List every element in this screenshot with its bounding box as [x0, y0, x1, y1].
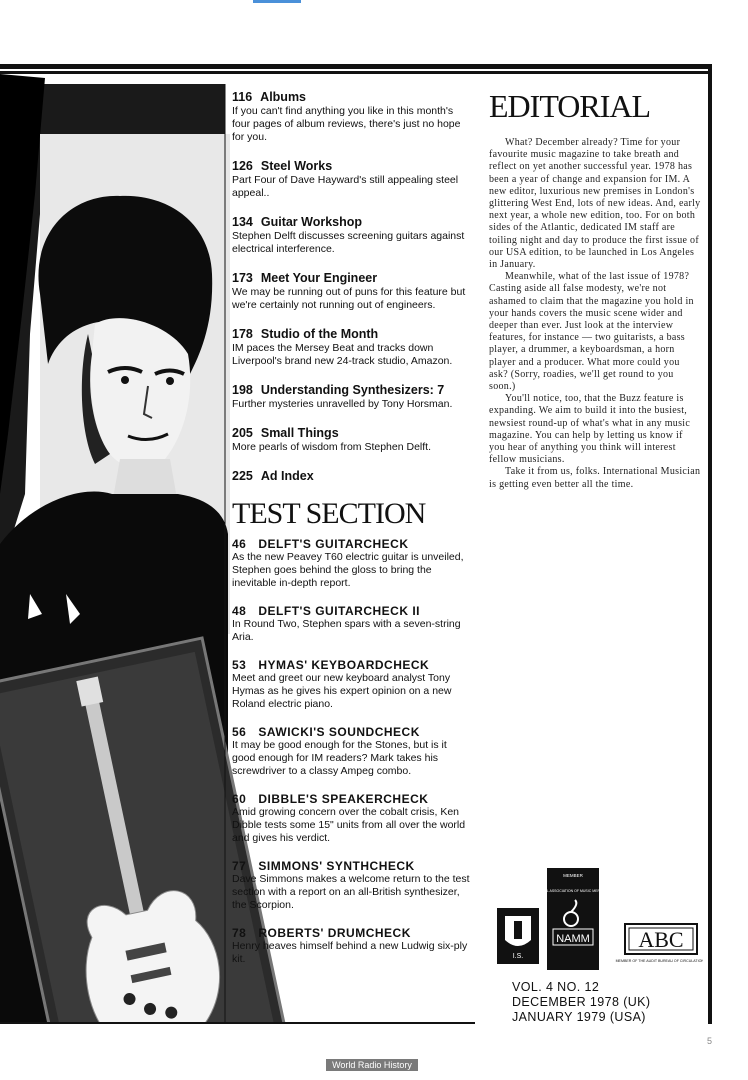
uk-issue-date: DECEMBER 1978 (UK)	[512, 995, 651, 1009]
volume-number: VOL. 4 NO. 12	[512, 980, 600, 994]
page-number-label: 48	[232, 604, 247, 618]
page-number-label: 77	[232, 859, 247, 873]
test-item[interactable]	[232, 658, 472, 711]
item-description: Henry heaves himself behind a new Ludwig six-ply kit.	[232, 940, 468, 965]
right-vertical-rule	[708, 64, 712, 1024]
page-number-label: 53	[232, 658, 247, 672]
test-item-title	[232, 725, 472, 739]
contents-item-title	[232, 469, 472, 484]
item-title-text: Meet Your Engineer	[260, 271, 378, 285]
page-number-label: 178	[232, 327, 253, 341]
page-number-label: 46	[232, 537, 247, 551]
logos-graphic	[485, 866, 703, 974]
page-number-label: 173	[232, 271, 253, 285]
item-title-text: Albums	[260, 90, 307, 104]
test-item[interactable]	[232, 792, 472, 845]
contents-item[interactable]	[232, 271, 472, 312]
contents-item-title	[232, 215, 472, 230]
item-description: As the new Peavey T60 electric guitar is unveiled, Stephen goes behind the gloss to bring the inevitable in-depth report.	[232, 551, 464, 589]
item-description: Meet and greet our new keyboard analyst Tony Hymas as he gives his expert opinion on a new Roland electric piano.	[232, 672, 452, 710]
contents-list	[232, 90, 472, 980]
footer-badge[interactable]: World Radio History	[326, 1059, 418, 1071]
top-rule-thick	[0, 64, 708, 69]
item-title-text: HYMAS' KEYBOARDCHECK	[258, 658, 430, 672]
namm-logo	[532, 868, 615, 970]
test-item[interactable]	[232, 725, 472, 778]
contents-item[interactable]	[232, 215, 472, 256]
item-title-text: Guitar Workshop	[260, 215, 363, 229]
contents-item[interactable]	[232, 90, 472, 144]
page-number-label: 134	[232, 215, 253, 229]
item-description: We may be running out of puns for this feature but we're certainly not running out of engineers.	[232, 286, 466, 311]
contents-item-title	[232, 327, 472, 342]
usa-issue-date: JANUARY 1979 (USA)	[512, 1010, 646, 1024]
namm-org-text: NATIONAL ASSOCIATION OF MUSIC MERCHANTS	[531, 889, 615, 893]
item-description: Further mysteries unravelled by Tony Horsman.	[232, 398, 453, 410]
contents-item-title	[232, 90, 472, 105]
item-description: More pearls of wisdom from Stephen Delft.	[232, 441, 431, 453]
page-number-label: 126	[232, 159, 253, 173]
test-item-title	[232, 658, 472, 672]
page-number-label: 198	[232, 383, 253, 397]
contents-item-title	[232, 383, 472, 398]
contents-item-title	[232, 159, 472, 174]
issue-info	[512, 980, 651, 1025]
test-item[interactable]	[232, 604, 472, 644]
editorial-column	[489, 88, 701, 491]
page-number-label: 205	[232, 426, 253, 440]
contents-item[interactable]	[232, 469, 472, 484]
namm-text: NAMM	[556, 933, 590, 945]
test-item[interactable]	[232, 926, 472, 966]
bottom-rule	[0, 1022, 475, 1024]
editorial-paragraph: You'll notice, too, that the Buzz feature is expanding. We aim to build it into the busiest, newsiest round-up of what's what in any music magazine. You can help by letting us know if you hear of anything you think will interest fellow musicians.	[489, 393, 691, 466]
abc-logo	[616, 924, 703, 963]
is-logo-text: I.S.	[512, 953, 524, 960]
page-number-label: 56	[232, 725, 247, 739]
test-item[interactable]	[232, 537, 472, 590]
item-title-text: DELFT'S GUITARCHECK	[258, 537, 409, 551]
page-number-label: 225	[232, 469, 253, 483]
item-title-text: Steel Works	[260, 159, 333, 173]
page-number-label: 78	[232, 926, 247, 940]
item-title-text: Studio of the Month	[260, 327, 379, 341]
test-item-title	[232, 792, 472, 806]
item-description: Dave Simmons makes a welcome return to the test section with a report on an all-British synthesizer, the Scorpion.	[232, 873, 470, 911]
item-title-text: DELFT'S GUITARCHECK II	[258, 604, 420, 618]
item-title-text: Ad Index	[260, 469, 314, 483]
editorial-paragraph: Meanwhile, what of the last issue of 1978? Casting aside all false modesty, we're not ashamed to claim that the magazine you hold in your hands covers the music scene wider and deeper than ever. Just look at the interview features, for instance — two guitarists, a bass player, a drummer, a keyboardsman, a horn player and a producer. What more could you ask? (Sorry, roadies, we'll get round to you soon.)	[489, 271, 694, 393]
abc-text: ABC	[638, 927, 684, 952]
item-title-text: SIMMONS' SYNTHCHECK	[258, 859, 415, 873]
contents-item-title	[232, 426, 472, 441]
item-description: It may be good enough for the Stones, but is it good enough for IM readers? Mark takes his screwdriver to a classy Ampeg combo.	[232, 739, 447, 777]
item-description: If you can't find anything you like in this month's four pages of album reviews, there's just no hope for you.	[232, 105, 461, 143]
contents-item[interactable]	[232, 426, 472, 454]
editorial-paragraph: Take it from us, folks. International Musician is getting even better all the time.	[489, 466, 701, 490]
item-title-text: DIBBLE'S SPEAKERCHECK	[258, 792, 429, 806]
is-logo	[497, 908, 539, 964]
membership-logos	[485, 866, 703, 974]
item-description: IM paces the Mersey Beat and tracks down Liverpool's brand new 24-track studio, Amazon.	[232, 342, 453, 367]
editorial-heading: EDITORIAL	[489, 88, 651, 124]
item-description: Amid growing concern over the cobalt crisis, Ken Dibble tests some 15" units from all over the world and gives his verdict.	[232, 806, 466, 844]
test-item[interactable]	[232, 859, 472, 912]
item-title-text: Understanding Synthesizers: 7	[260, 383, 445, 397]
contents-item[interactable]	[232, 159, 472, 200]
item-description: In Round Two, Stephen spars with a seven-string Aria.	[232, 618, 461, 643]
page-number-label: 116	[232, 90, 253, 104]
test-item-title	[232, 859, 472, 873]
namm-member-text: MEMBER	[563, 873, 583, 878]
item-title-text: ROBERTS' DRUMCHECK	[258, 926, 411, 940]
abc-caption: MEMBER OF THE AUDIT BUREAU OF CIRCULATIONS	[615, 959, 703, 963]
page-number: 5	[707, 1036, 713, 1046]
item-description: Part Four of Dave Hayward's still appealing steel appeal..	[232, 174, 459, 199]
test-item-title	[232, 604, 472, 618]
item-title-text: Small Things	[260, 426, 339, 440]
item-description: Stephen Delft discusses screening guitars against electrical interference.	[232, 230, 465, 255]
test-section-heading: TEST SECTION	[232, 497, 426, 530]
test-item-title	[232, 537, 472, 551]
contents-item[interactable]	[232, 327, 472, 368]
top-color-mark	[253, 0, 301, 3]
contents-item[interactable]	[232, 383, 472, 411]
contents-item-title	[232, 271, 472, 286]
item-title-text: SAWICKI'S SOUNDCHECK	[258, 725, 420, 739]
editorial-paragraph: What? December already? Time for your favourite music magazine to take breath and reflect on yet another successful year. 1978 has been a year of change and expansion for IM. A new editor, luxurious new premises in London's glittering West End, lots of new ideas. And, early next year, a whole new edition, too. For on both sides of the Atlantic, dedicated IM staff are toiling night and day to produce the first issue of our USA edition, to be launched in Los Angeles in January.	[489, 137, 701, 271]
page-number-label: 60	[232, 792, 247, 806]
test-item-title	[232, 926, 472, 940]
